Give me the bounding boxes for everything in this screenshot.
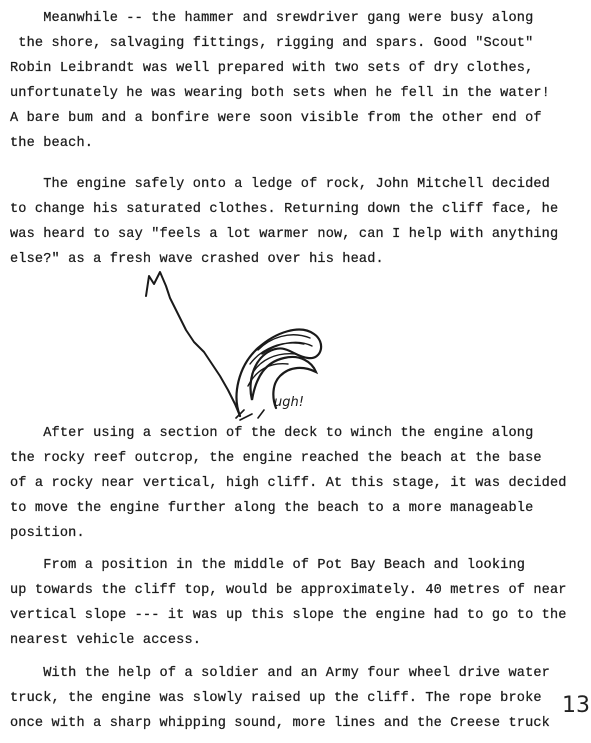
text-line: position. — [10, 526, 85, 541]
wave-sketch — [140, 268, 340, 428]
text-line: The engine safely onto a ledge of rock, John Mitchell decided — [10, 177, 550, 192]
text-line: unfortunately he was wearing both sets when he fell in the water! — [10, 86, 550, 101]
text-line: truck, the engine was slowly raised up the cliff. The rope broke — [10, 691, 542, 706]
text-line: up towards the cliff top, would be approximately. 40 metres of near — [10, 583, 567, 598]
text-line: After using a section of the deck to winch the engine along — [10, 426, 534, 441]
text-line: to change his saturated clothes. Returning down the cliff face, he — [10, 202, 559, 217]
wave-drawing-icon — [140, 268, 340, 428]
text-line: else?" as a fresh wave crashed over his head. — [10, 252, 384, 267]
text-line: Meanwhile -- the hammer and srewdriver gang were busy along — [10, 11, 534, 26]
text-line: With the help of a soldier and an Army four wheel drive water — [10, 666, 550, 681]
text-line: vertical slope --- it was up this slope the engine had to go to the — [10, 608, 567, 623]
text-line: nearest vehicle access. — [10, 633, 202, 648]
text-line: of a rocky near vertical, high cliff. At this stage, it was decided — [10, 476, 567, 491]
text-line: From a position in the middle of Pot Bay Beach and looking — [10, 558, 526, 573]
text-line: A bare bum and a bonfire were soon visible from the other end of — [10, 111, 542, 126]
text-line: the shore, salvaging fittings, rigging and spars. Good "Scout" — [10, 36, 534, 51]
text-line: the rocky reef outcrop, the engine reached the beach at the base — [10, 451, 542, 466]
text-line: the beach. — [10, 136, 94, 151]
text-line: Robin Leibrandt was well prepared with two sets of dry clothes, — [10, 61, 534, 76]
sketch-caption: ugh! — [274, 395, 304, 410]
page-number: 13 — [562, 693, 590, 718]
text-line: was heard to say "feels a lot warmer now, can I help with anything — [10, 227, 559, 242]
text-line: once with a sharp whipping sound, more lines and the Creese truck — [10, 716, 550, 731]
text-line: to move the engine further along the beach to a more manageable — [10, 501, 534, 516]
